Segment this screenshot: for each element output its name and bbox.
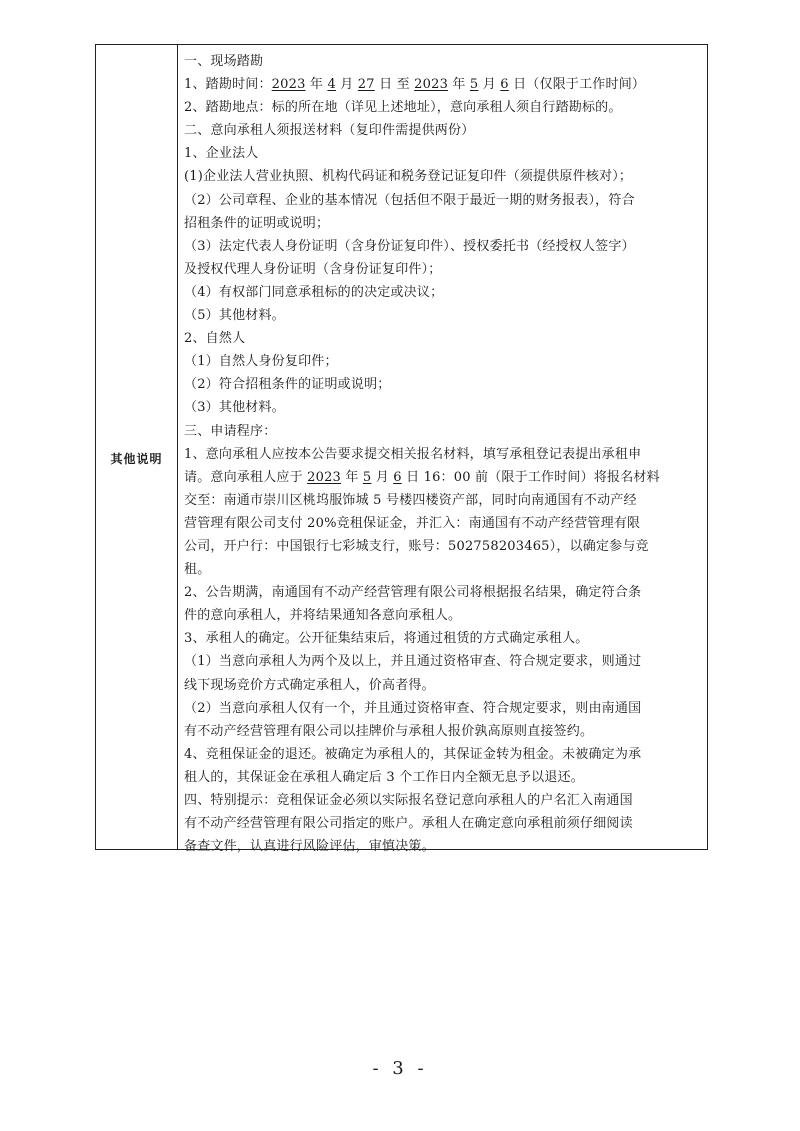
text-segment: 三、申请程序： — [184, 423, 277, 439]
underlined-value: 2023 — [307, 469, 342, 485]
text-segment: 月 — [478, 77, 501, 93]
text-segment: （3）法定代表人身份证明（含身份证复印件）、授权委托书（经授权人签字） — [184, 238, 635, 254]
text-line — [184, 743, 701, 766]
text-line — [184, 142, 701, 165]
text-line — [184, 581, 701, 604]
text-segment: 2、自然人 — [184, 331, 246, 347]
text-segment: （3）其他材料。 — [184, 400, 285, 416]
text-segment: 及授权代理人身份证明（含身份证复印件）； — [184, 261, 442, 277]
text-line — [184, 327, 701, 350]
text-line — [184, 281, 701, 304]
page-number: - 3 - — [372, 1058, 428, 1079]
text-line — [184, 96, 701, 119]
text-segment: 备查文件，认真进行风险评估，审慎决策。 — [184, 839, 435, 855]
underlined-value: 6 — [500, 77, 509, 93]
text-segment: 3、承租人的确定。公开征集结束后，将通过租赁的方式确定承租人。 — [184, 631, 589, 647]
text-segment: （4）有权部门同意承租标的的决定或决议； — [184, 284, 444, 300]
text-segment: 一、现场踏勘 — [184, 54, 264, 69]
text-segment: 1、踏勘时间： — [184, 77, 272, 93]
text-line — [184, 650, 701, 673]
text-segment: 二、意向承租人须报送材料（复印件需提供两份） — [184, 123, 475, 139]
text-line — [184, 489, 701, 512]
text-segment: 交至：南通市崇川区桃坞服饰城 5 号楼四楼资产部，同时向南通国有不动产经 — [184, 492, 637, 508]
notice-table — [95, 44, 708, 855]
text-line — [184, 535, 701, 558]
text-segment: 日（仅限于工作时间） — [508, 77, 646, 93]
text-segment: 公司，开户行：中国银行七彩城支行，账号：502758203465），以确定参与竞 — [184, 538, 649, 554]
text-line — [184, 396, 701, 419]
text-line — [184, 512, 701, 535]
text-line — [184, 443, 701, 466]
text-line — [184, 350, 701, 373]
text-segment: 有不动产经营管理有限公司指定的账户。承租人在确定意向承租前须仔细阅读 — [184, 816, 633, 832]
text-segment: 4、竞租保证金的退还。被确定为承租人的，其保证金转为租金。未被确定为承 — [184, 746, 642, 762]
text-segment: 1、企业法人 — [184, 146, 259, 162]
text-segment: 年 — [305, 77, 328, 93]
text-line — [184, 558, 701, 581]
underlined-value: 4 — [327, 77, 336, 93]
text-line — [184, 835, 701, 858]
text-segment: 日 至 — [374, 77, 415, 93]
text-line — [184, 604, 701, 627]
text-segment: 1、意向承租人应按本公告要求提交相关报名材料，填写承租登记表提出承租申 — [184, 446, 642, 462]
text-line — [184, 50, 701, 73]
text-segment: 租人的，其保证金在承租人确定后 3 个工作日内全额无息予以退还。 — [184, 769, 584, 785]
text-segment: 有不动产经营管理有限公司以挂牌价与承租人报价孰高原则直接签约。 — [184, 723, 594, 739]
underlined-value: 2023 — [271, 77, 306, 93]
text-segment: （5）其他材料。 — [184, 308, 285, 324]
text-line — [184, 189, 701, 212]
content-cell — [178, 45, 707, 855]
underlined-value: 5 — [469, 77, 479, 93]
label-cell — [96, 45, 178, 849]
text-segment: （2）公司章程、企业的基本情况（包括但不限于最近一期的财务报表），符合 — [184, 192, 635, 208]
text-segment: （1）当意向承租人为两个及以上，并且通过资格审查、符合规定要求，则通过 — [184, 654, 642, 670]
text-line — [184, 119, 701, 142]
text-segment: 招租条件的证明或说明； — [184, 215, 330, 231]
text-line — [184, 420, 701, 443]
text-segment: (1)企业法人营业执照、机构代码证和税务登记证复印件（须提供原件核对）； — [184, 169, 633, 185]
text-segment: 租。 — [184, 562, 211, 578]
text-segment: 线下现场竞价方式确定承租人，价高者得。 — [184, 677, 435, 693]
text-line — [184, 627, 701, 650]
text-line — [184, 766, 701, 789]
text-segment: （2）符合招租条件的证明或说明； — [184, 377, 391, 393]
text-segment: （1）自然人身份复印件； — [184, 354, 338, 370]
text-line — [184, 373, 701, 396]
text-line — [184, 212, 701, 235]
text-line — [184, 258, 701, 281]
text-segment: 营管理有限公司支付 20%竞租保证金，并汇入：南通国有不动产经营管理有限 — [184, 515, 641, 531]
text-segment: 年 — [448, 77, 470, 93]
text-line — [184, 789, 701, 812]
underlined-value: 27 — [357, 77, 375, 93]
text-line — [184, 812, 701, 835]
text-line — [184, 697, 701, 720]
row-label: 其他说明 — [110, 451, 163, 466]
text-segment: 月 — [371, 469, 394, 485]
text-segment: 2、公告期满，南通国有不动产经营管理有限公司将根据报名结果，确定符合条 — [184, 585, 642, 601]
text-line — [184, 235, 701, 258]
text-line — [184, 466, 701, 489]
text-line — [184, 304, 701, 327]
text-segment: 年 — [341, 469, 363, 485]
text-line — [184, 165, 701, 188]
text-segment: 月 — [335, 77, 358, 93]
text-segment: 2、踏勘地点：标的所在地（详见上述地址），意向承租人须自行踏勘标的。 — [184, 100, 622, 116]
text-segment: 请。意向承租人应于 — [184, 469, 308, 485]
text-line — [184, 674, 701, 697]
underlined-value: 2023 — [414, 77, 449, 93]
text-line — [184, 73, 701, 96]
underlined-value: 5 — [362, 469, 372, 485]
text-segment: 日 16：00 前（限于工作时间）将报名材料 — [401, 469, 660, 485]
underlined-value: 6 — [393, 469, 402, 485]
text-segment: 四、特别提示：竞租保证金必须以实际报名登记意向承租人的户名汇入南通国 — [184, 793, 633, 808]
text-line — [184, 720, 701, 743]
text-segment: （2）当意向承租人仅有一个，并且通过资格审查、符合规定要求，则由南通国 — [184, 700, 642, 716]
text-segment: 件的意向承租人，并将结果通知各意向承租人。 — [184, 608, 462, 624]
